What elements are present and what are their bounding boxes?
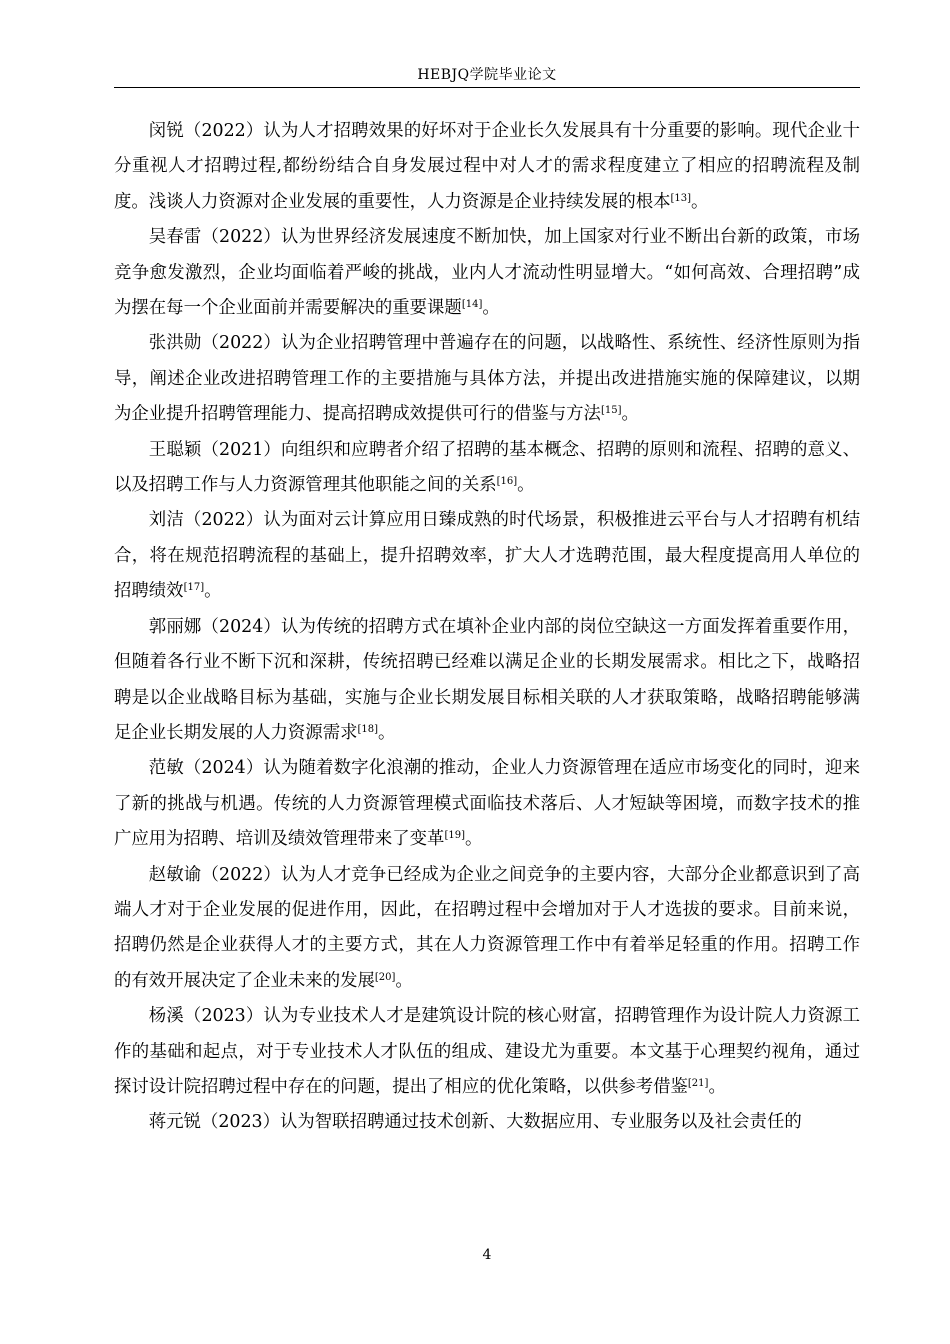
citation-ref: [19] [444, 830, 465, 842]
paragraph-text: 闵锐（2022）认为人才招聘效果的好坏对于企业长久发展具有十分重要的影响。现代企业十分重视人才招聘过程,都纷纷结合自身发展过程中对人才的需求程度建立了相应的招聘流程及制度。浅谈人力资源对企业发展的重要性，人力资源是企业持续发展的根本 [114, 121, 860, 212]
paragraph [114, 858, 860, 1000]
paragraph-end: 。 [204, 581, 222, 602]
paragraph-text: 张洪勋（2022）认为企业招聘管理中普遍存在的问题，以战略性、系统性、经济性原则为指导，阐述企业改进招聘管理工作的主要措施与具体方法，并提出改进措施实施的保障建议，以期为企业提升招聘管理能力、提高招聘成效提供可行的借鉴与方法 [114, 333, 860, 425]
paragraph [114, 503, 860, 609]
paragraph-text: 赵敏谕（2022）认为人才竞争已经成为企业之间竞争的主要内容，大部分企业都意识到了高端人才对于企业发展的促进作用，因此，在招聘过程中会增加对于人才选拔的要求。目前来说，招聘仍然是企业获得人才的主要方式，其在人力资源管理工作中有着举足轻重的作用。招聘工作的有效开展决定了企业未来的发展 [114, 864, 860, 991]
citation-ref: [18] [357, 723, 379, 735]
paragraph-text: 郭丽娜（2024）认为传统的招聘方式在填补企业内部的岗位空缺这一方面发挥着重要作用，但随着各行业不断下沉和深耕，传统招聘已经难以满足企业的长期发展需求。相比之下，战略招聘是以企业战略目标为基础，实施与企业长期发展目标相关联的人才获取策略，战略招聘能够满足企业长期发展的人力资源需求 [114, 616, 860, 743]
paragraph-end: 。 [691, 191, 709, 212]
paragraph-text: 吴春雷（2022）认为世界经济发展速度不断加快，加上国家对行业不断出台新的政策，市场竞争愈发激烈，企业均面临着严峻的挑战，业内人才流动性明显增大。“如何高效、合理招聘”成为摆在每一个企业面前并需要解决的重要课题 [114, 227, 860, 319]
citation-ref: [16] [496, 476, 518, 488]
header-rule [114, 87, 860, 88]
paragraph-text: 王聪颖（2021）向组织和应聘者介绍了招聘的基本概念、招聘的原则和流程、招聘的意义、以及招聘工作与人力资源管理其他职能之间的关系 [114, 439, 860, 496]
paragraph [114, 220, 860, 326]
citation-ref: [17] [183, 582, 205, 594]
paragraph-end: 。 [464, 829, 483, 850]
citation-ref: [14] [461, 299, 483, 311]
paragraph [114, 433, 860, 504]
paragraph-text: 杨溪（2023）认为专业技术人才是建筑设计院的核心财富，招聘管理作为设计院人力资源工作的基础和起点，对于专业技术人才队伍的组成、建设尤为重要。本文基于心理契约视角，通过探讨设计院招聘过程中存在的问题，提出了相应的优化策略，以供参考借鉴 [114, 1006, 860, 1097]
citation-ref: [15] [600, 405, 622, 417]
paragraph-end: 。 [517, 475, 535, 496]
paragraph [114, 1105, 860, 1140]
paragraph [114, 999, 860, 1105]
paragraph-text: 刘洁（2022）认为面对云计算应用日臻成熟的时代场景，积极推进云平台与人才招聘有机结合，将在规范招聘流程的基础上，提升招聘效率，扩大人才选聘范围，最大程度提高用人单位的招聘绩效 [114, 510, 860, 602]
paragraph [114, 114, 860, 220]
running-header: HEBJQ学院毕业论文 [417, 67, 557, 83]
paragraph [114, 610, 860, 752]
paragraph-end: 。 [395, 970, 413, 991]
citation-ref: [13] [670, 192, 692, 204]
citation-ref: [20] [374, 971, 396, 983]
citation-ref: [21] [687, 1077, 709, 1089]
paragraph-end: 。 [482, 298, 500, 319]
paragraph-text: 范敏（2024）认为随着数字化浪潮的推动，企业人力资源管理在适应市场变化的同时，迎来了新的挑战与机遇。传统的人力资源管理模式面临技术落后、人才短缺等困境，而数字技术的推广应用为招聘、培训及绩效管理带来了变革 [114, 758, 860, 850]
paragraph-text: 蒋元锐（2023）认为智联招聘通过技术创新、大数据应用、专业服务以及社会责任的 [148, 1112, 802, 1133]
paragraph [114, 326, 860, 432]
paragraph [114, 751, 860, 857]
page-number: 4 [482, 1247, 492, 1263]
body-text [114, 114, 860, 1141]
paragraph-end: 。 [378, 722, 396, 743]
paragraph-end: 。 [621, 404, 639, 425]
paragraph-end: 。 [708, 1076, 726, 1097]
